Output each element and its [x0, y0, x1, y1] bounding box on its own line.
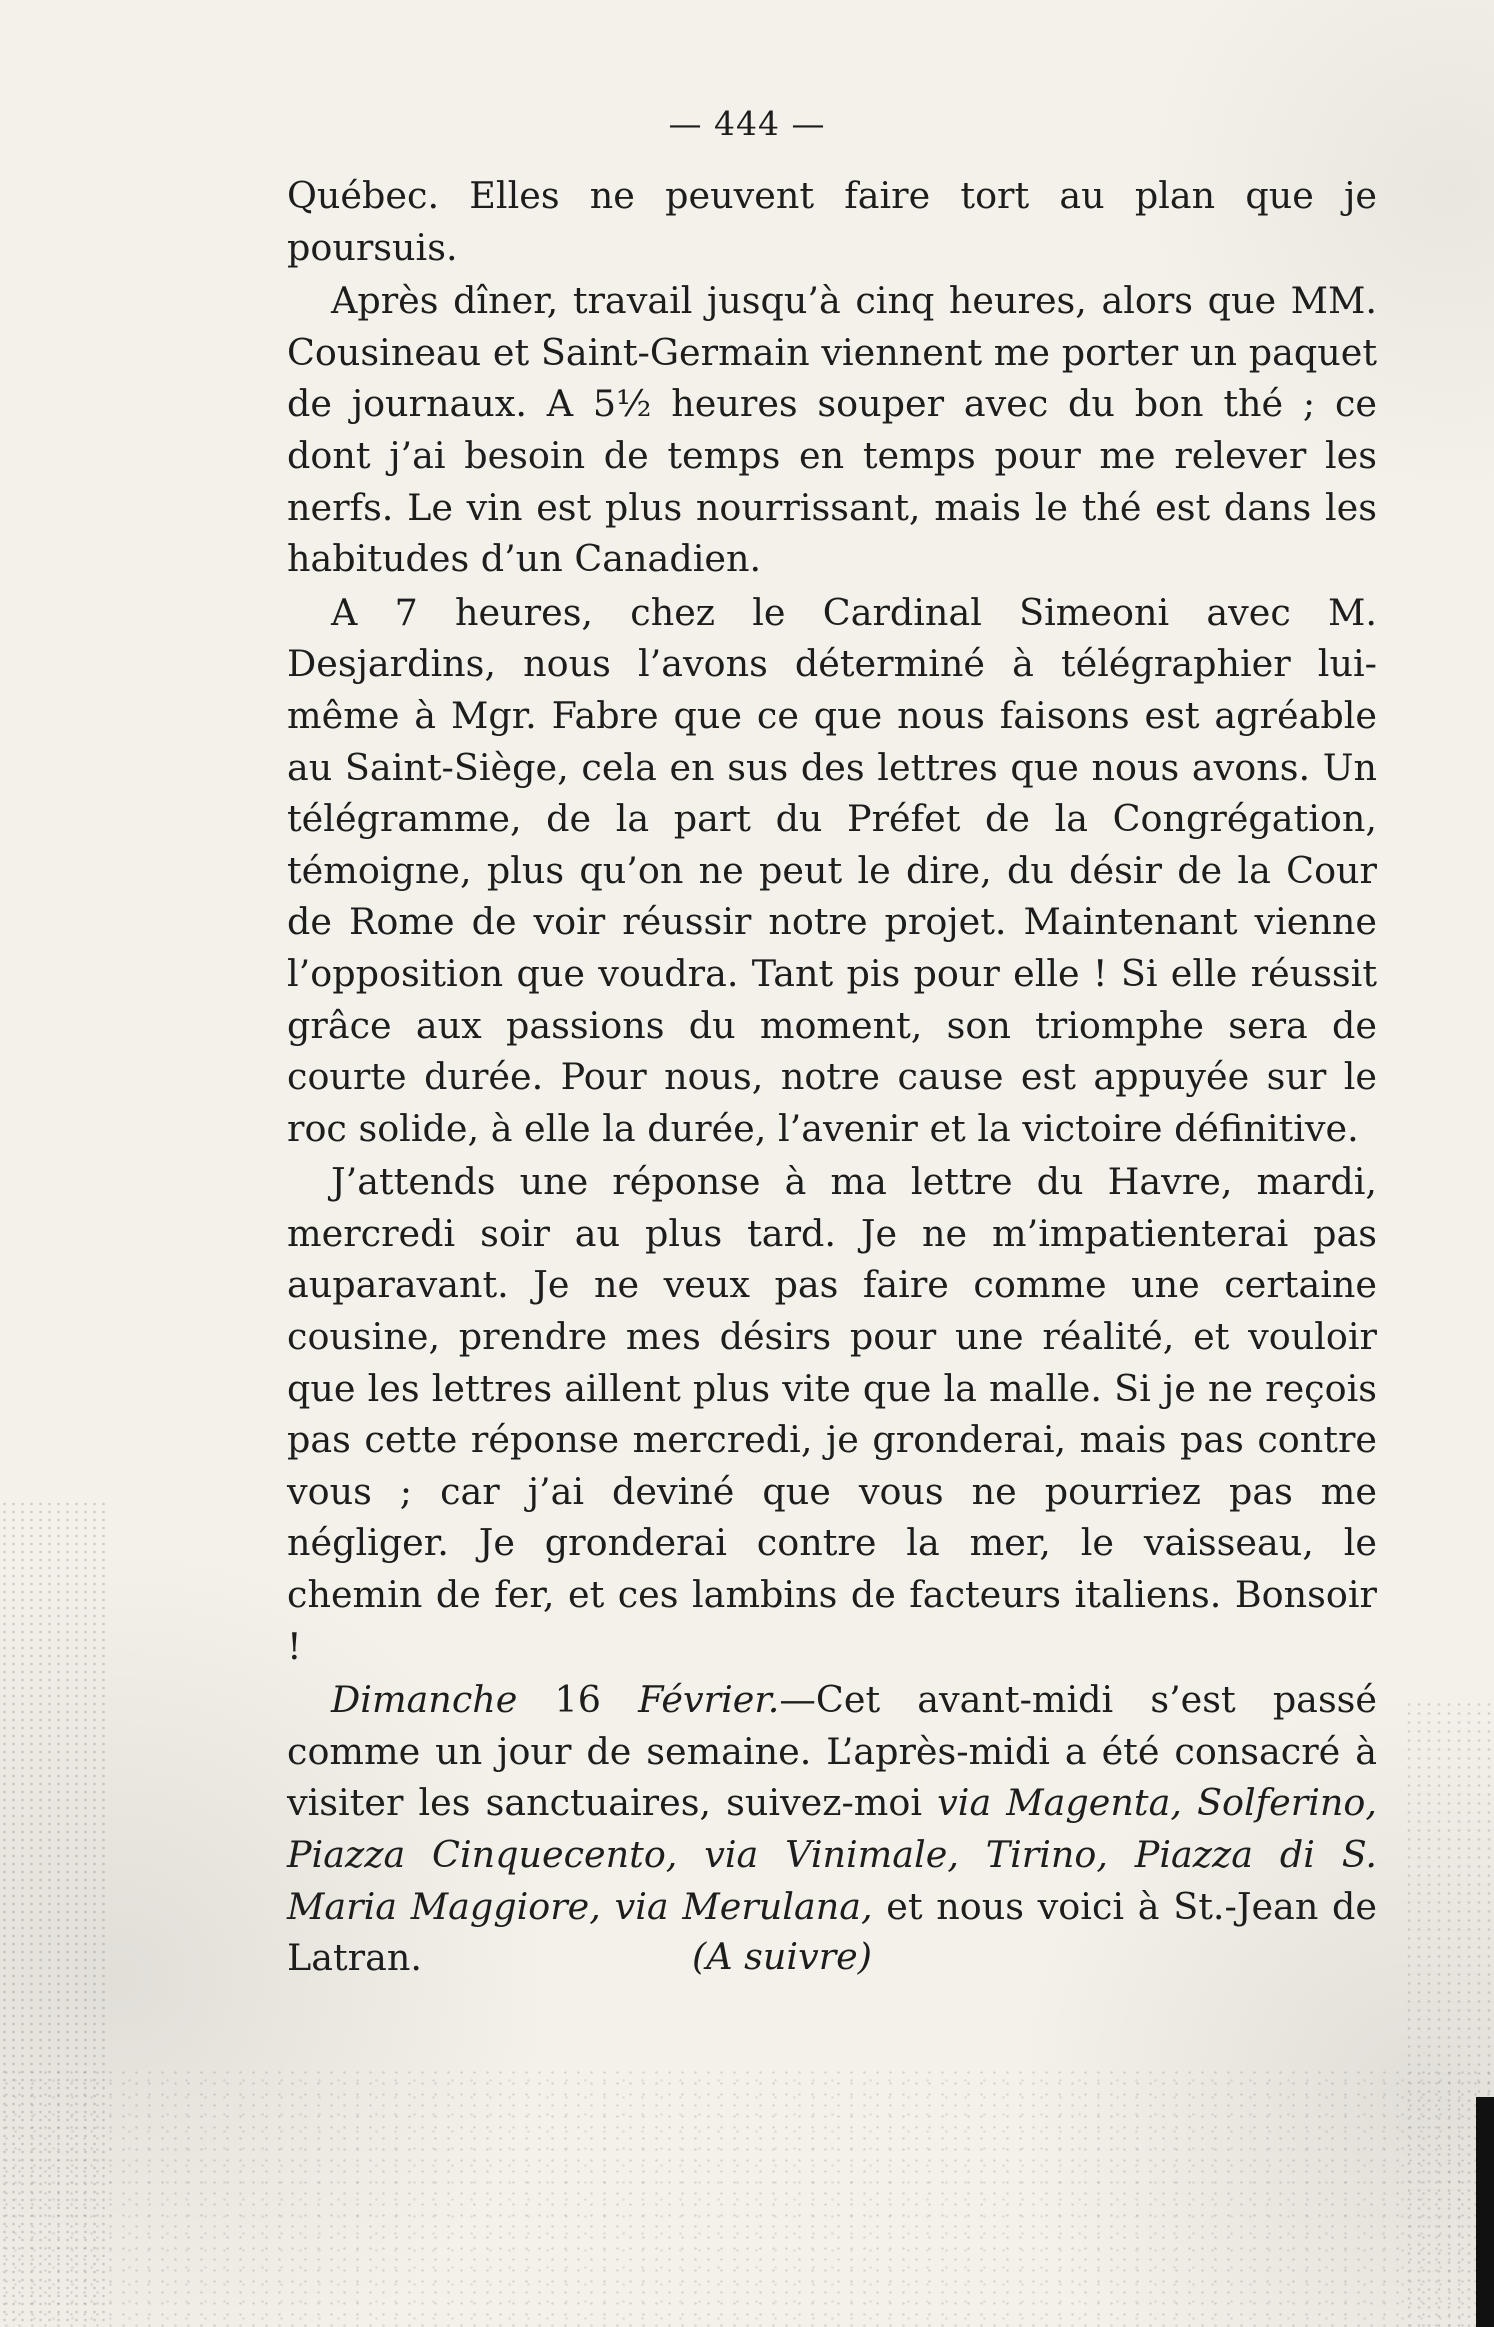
paragraph-5-text-a: —Cet avant-midi s’est passé comme un jour de semaine. L’après-midi a été consacré à visiter les sanctuaires, suivez-moi [287, 1678, 1378, 1825]
paragraph-1: Québec. Elles ne peuvent faire tort au plan que je poursuis. [287, 174, 1377, 269]
entry-date-number: 16 [517, 1678, 639, 1722]
paragraph-2: Après dîner, travail jusqu’à cinq heures, alors que MM. Cousineau et Saint-Germain viennent me porter un paquet de journaux. A 5½ heures souper avec du bon thé ; ce dont j’ai besoin de temps en temps pour me relever les nerfs. Le vin est plus nourrissant, mais le thé est dans les habitudes d’un Canadien. [287, 279, 1377, 581]
entry-day: Dimanche [331, 1678, 518, 1722]
page-noise-bottom [0, 2067, 1494, 2327]
paragraph-4: J’attends une réponse à ma lettre du Havre, mardi, mercredi soir au plus tard. Je ne m’impatienterai pas auparavant. Je ne veux pas faire comme une certaine cousine, prendre mes désirs pour une réalité, et vouloir que les lettres aillent plus vite que la malle. Si je ne reçois pas cette réponse mercredi, je gronderai, mais pas contre vous ; car j’ai deviné que vous ne pourriez pas me négliger. Je gronderai contre la mer, le vaisseau, le chemin de fer, et ces lambins de facteurs italiens. Bonsoir ! [287, 1160, 1377, 1668]
to-be-continued: (A suivre) [691, 1935, 873, 1978]
body-text [287, 170, 1377, 1984]
entry-month: Février. [638, 1678, 780, 1722]
scan-edge-shadow [1476, 2097, 1494, 2327]
page-noise-left [0, 1500, 110, 2327]
page-number: — 444 — [668, 104, 826, 143]
paragraph-3: A 7 heures, chez le Cardinal Simeoni avec M. Desjardins, nous l’avons déterminé à télégraphier lui-même à Mgr. Fabre que ce que nous faisons est agréable au Saint-Siège, cela en sus des lettres que nous avons. Un télégramme, de la part du Préfet de la Congrégation, témoigne, plus qu’on ne peut le dire, du désir de la Cour de Rome de voir réussir notre projet. Maintenant vienne l’opposition que voudra. Tant pis pour elle ! Si elle réussit grâce aux passions du moment, son triomphe sera de courte durée. Pour nous, notre cause est appuyée sur le roc solide, à elle la durée, l’avenir et la victoire définitive. [287, 590, 1377, 1150]
paragraph-5-text-b: et nous voici à St.-Jean de Latran. [287, 1884, 1377, 1980]
street-names: via Magenta, Solferino, Piazza Cinquecento, via Vinimale, Tirino, Piazza di S. Maria Maggiore, via Merulana, [287, 1781, 1377, 1928]
